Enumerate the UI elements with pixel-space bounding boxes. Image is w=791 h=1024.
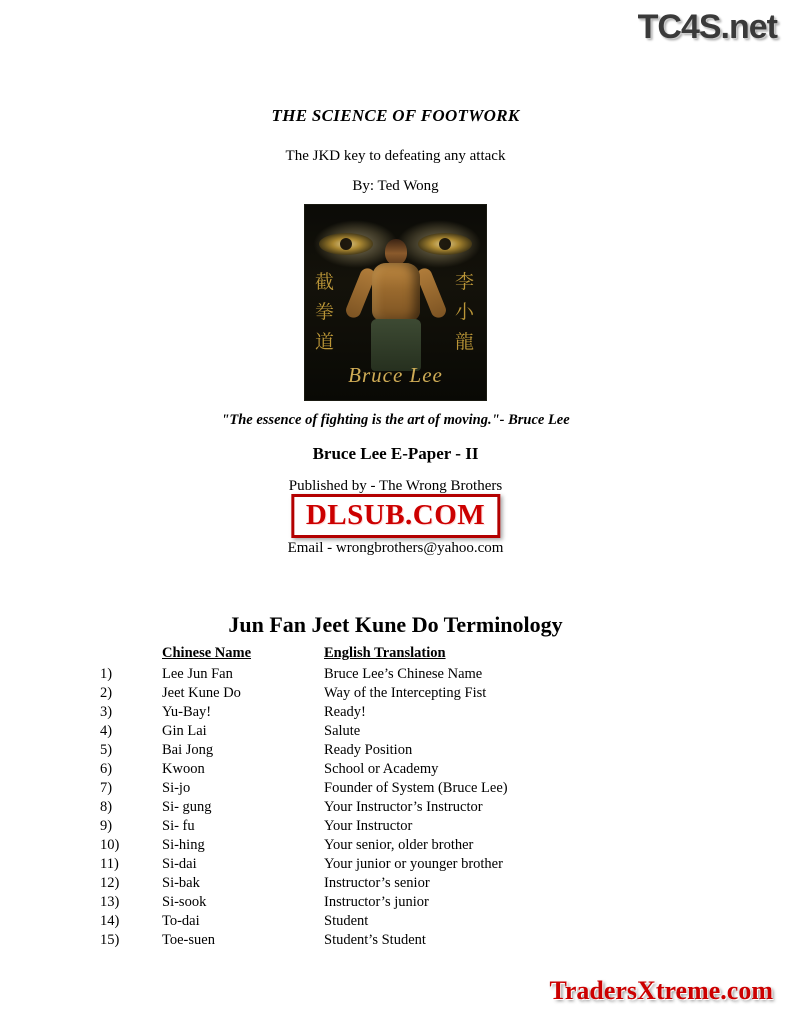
terminology-table — [100, 645, 700, 951]
row-english: Instructor’s junior — [324, 894, 429, 910]
row-chinese: Gin Lai — [162, 723, 207, 739]
chinese-char-2: 拳 — [315, 301, 335, 323]
epaper-title: Bruce Lee E-Paper - II — [312, 444, 479, 463]
row-chinese: Si-bak — [162, 875, 200, 891]
row-chinese: Si-sook — [162, 894, 207, 910]
table-row — [100, 932, 700, 951]
email-line: Email - wrongbrothers@yahoo.com — [287, 540, 504, 556]
table-row — [100, 742, 700, 761]
watermark-bottom-right: TradersXtreme.com — [549, 976, 773, 1005]
row-chinese: Toe-suen — [162, 932, 215, 948]
page-subtitle: The JKD key to defeating any attack — [285, 148, 506, 164]
chinese-char-3: 道 — [315, 331, 335, 353]
table-row — [100, 723, 700, 742]
row-english: Your Instructor — [324, 818, 413, 834]
row-chinese: Kwoon — [162, 761, 205, 777]
row-number: 5) — [100, 742, 113, 758]
row-number: 15) — [100, 932, 120, 948]
chinese-char-6: 龍 — [454, 331, 474, 353]
table-row — [100, 837, 700, 856]
row-english: Student’s Student — [324, 932, 426, 948]
table-row — [100, 685, 700, 704]
table-row — [100, 818, 700, 837]
bruce-lee-figure — [359, 239, 433, 371]
row-chinese: To-dai — [162, 913, 200, 929]
table-row — [100, 856, 700, 875]
row-english: Your senior, older brother — [324, 837, 474, 853]
column-header-number — [100, 645, 162, 666]
section-title: Jun Fan Jeet Kune Do Terminology — [228, 612, 563, 637]
row-english: Ready! — [324, 704, 366, 720]
row-number: 12) — [100, 875, 120, 891]
row-chinese: Si-hing — [162, 837, 205, 853]
table-row — [100, 761, 700, 780]
row-number: 14) — [100, 913, 120, 929]
publisher-line: Published by - The Wrong Brothers — [288, 478, 503, 494]
row-number: 8) — [100, 799, 113, 815]
row-number: 6) — [100, 761, 113, 777]
chinese-char-1: 截 — [315, 271, 335, 293]
watermark-top-right: TC4S.net — [637, 8, 777, 46]
page-title: THE SCIENCE OF FOOTWORK — [271, 106, 520, 125]
row-english: Salute — [324, 723, 361, 739]
table-row — [100, 875, 700, 894]
table-row — [100, 666, 700, 685]
chinese-char-4: 李 — [454, 271, 474, 293]
table-row — [100, 894, 700, 913]
row-chinese: Bai Jong — [162, 742, 214, 758]
row-number: 13) — [100, 894, 120, 910]
table-row — [100, 780, 700, 799]
row-english: Instructor’s senior — [324, 875, 430, 891]
row-chinese: Si-dai — [162, 856, 197, 872]
table-row — [100, 704, 700, 723]
row-english: Your junior or younger brother — [324, 856, 503, 872]
row-english: Way of the Intercepting Fist — [324, 685, 487, 701]
column-header-chinese: Chinese Name — [162, 645, 252, 661]
row-chinese: Si- fu — [162, 818, 195, 834]
row-chinese: Yu-Bay! — [162, 704, 212, 720]
row-number: 9) — [100, 818, 113, 834]
column-header-english: English Translation — [324, 645, 446, 661]
author-line: By: Ted Wong — [352, 178, 439, 194]
row-number: 4) — [100, 723, 113, 739]
row-chinese: Lee Jun Fan — [162, 666, 233, 682]
row-english: Founder of System (Bruce Lee) — [324, 780, 508, 796]
row-number: 10) — [100, 837, 120, 853]
table-row — [100, 913, 700, 932]
row-english: School or Academy — [324, 761, 439, 777]
row-chinese: Si- gung — [162, 799, 212, 815]
row-english: Your Instructor’s Instructor — [324, 799, 483, 815]
row-number: 1) — [100, 666, 113, 682]
dlsub-stamp: DLSUB.COM — [291, 494, 500, 538]
row-number: 7) — [100, 780, 113, 796]
row-number: 2) — [100, 685, 113, 701]
cover-image — [304, 204, 487, 401]
chinese-char-5: 小 — [454, 301, 474, 323]
row-number: 3) — [100, 704, 113, 720]
row-english: Student — [324, 913, 369, 929]
row-english: Ready Position — [324, 742, 413, 758]
table-row — [100, 799, 700, 818]
table-header-row — [100, 645, 700, 666]
signature-text: Bruce Lee — [348, 363, 443, 387]
quote-text: "The essence of fighting is the art of moving."- Bruce Lee — [221, 412, 570, 428]
row-number: 11) — [100, 856, 119, 872]
row-chinese: Si-jo — [162, 780, 191, 796]
row-english: Bruce Lee’s Chinese Name — [324, 666, 483, 682]
row-chinese: Jeet Kune Do — [162, 685, 241, 701]
